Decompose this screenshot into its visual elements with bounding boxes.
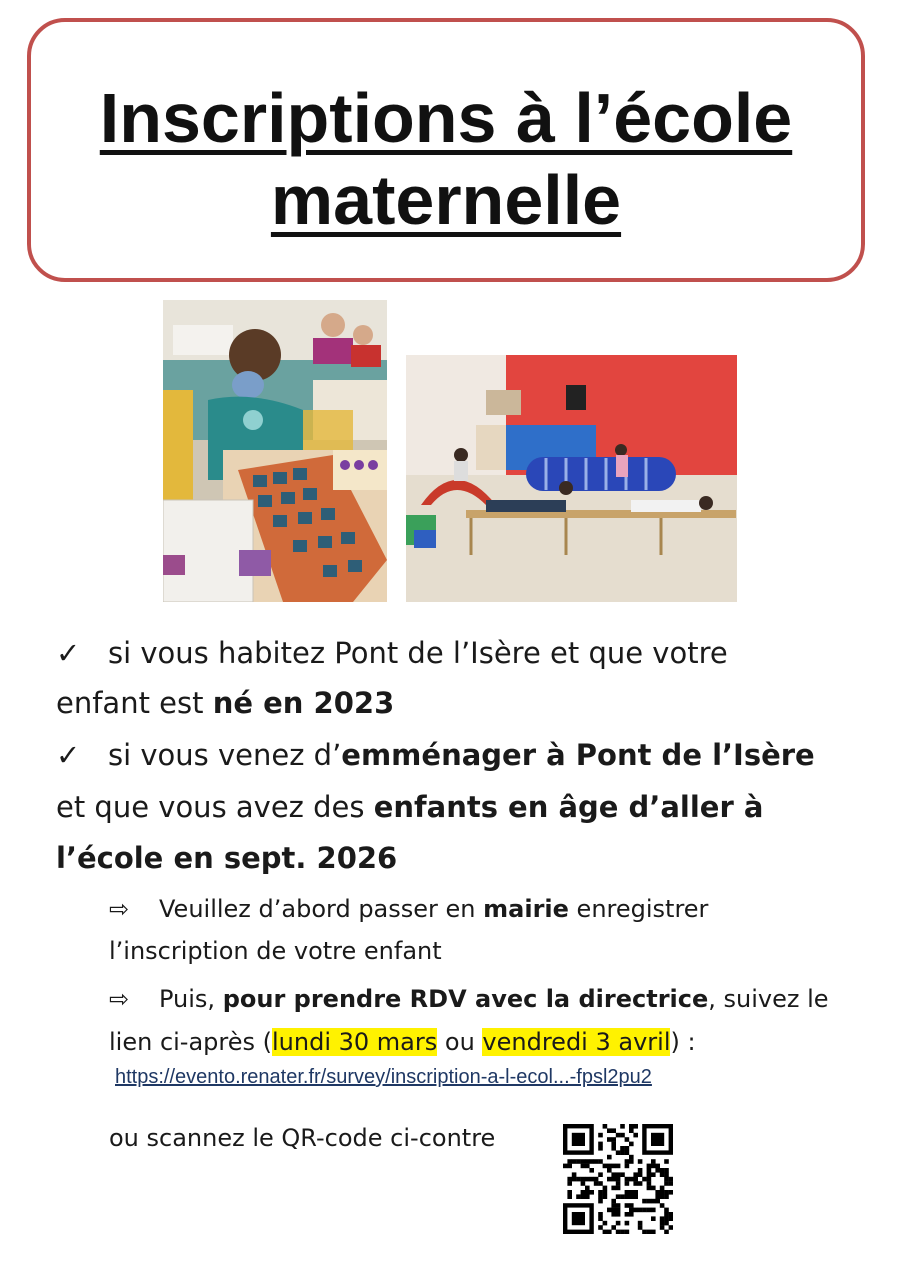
qr-code[interactable]	[563, 1124, 673, 1234]
arrow-right-icon: ⇨	[109, 985, 130, 1013]
date-highlight-2: vendredi 3 avril	[482, 1028, 671, 1056]
check-icon: ✓	[56, 636, 81, 670]
condition-1-line-1: ✓ si vous habitez Pont de l’Isère et que votre	[56, 627, 728, 679]
qr-caption: ou scannez le QR-code ci-contre	[109, 1124, 496, 1152]
step-1-line-1: ⇨ Veuillez d’abord passer en mairie enregistrer	[109, 888, 708, 930]
title-line-2: maternelle	[270, 161, 622, 239]
condition-2-line-1: ✓ si vous venez d’emménager à Pont de l’Isère	[56, 729, 815, 781]
date-highlight-1: lundi 30 mars	[272, 1028, 438, 1056]
step-2-line-1: ⇨ Puis, pour prendre RDV avec la directrice, suivez le	[109, 978, 829, 1020]
title-box	[27, 18, 865, 282]
step-2-line-2: lien ci-après (lundi 30 mars ou vendredi 3 avril) :	[109, 1028, 696, 1056]
condition-1-line-2: enfant est né en 2023	[56, 686, 395, 720]
title-line-1: Inscriptions à l’école	[99, 79, 793, 157]
arrow-right-icon: ⇨	[109, 895, 130, 923]
check-icon: ✓	[56, 738, 81, 772]
classroom-photo	[163, 300, 387, 602]
gym-photo	[406, 355, 737, 602]
step-1-line-2: l’inscription de votre enfant	[109, 937, 442, 965]
condition-2-line-3: l’école en sept. 2026	[56, 841, 398, 875]
condition-2-line-2: et que vous avez des enfants en âge d’aller à	[56, 790, 764, 824]
survey-link[interactable]: https://evento.renater.fr/survey/inscription-a-l-ecol...-fpsl2pu2	[115, 1066, 652, 1088]
